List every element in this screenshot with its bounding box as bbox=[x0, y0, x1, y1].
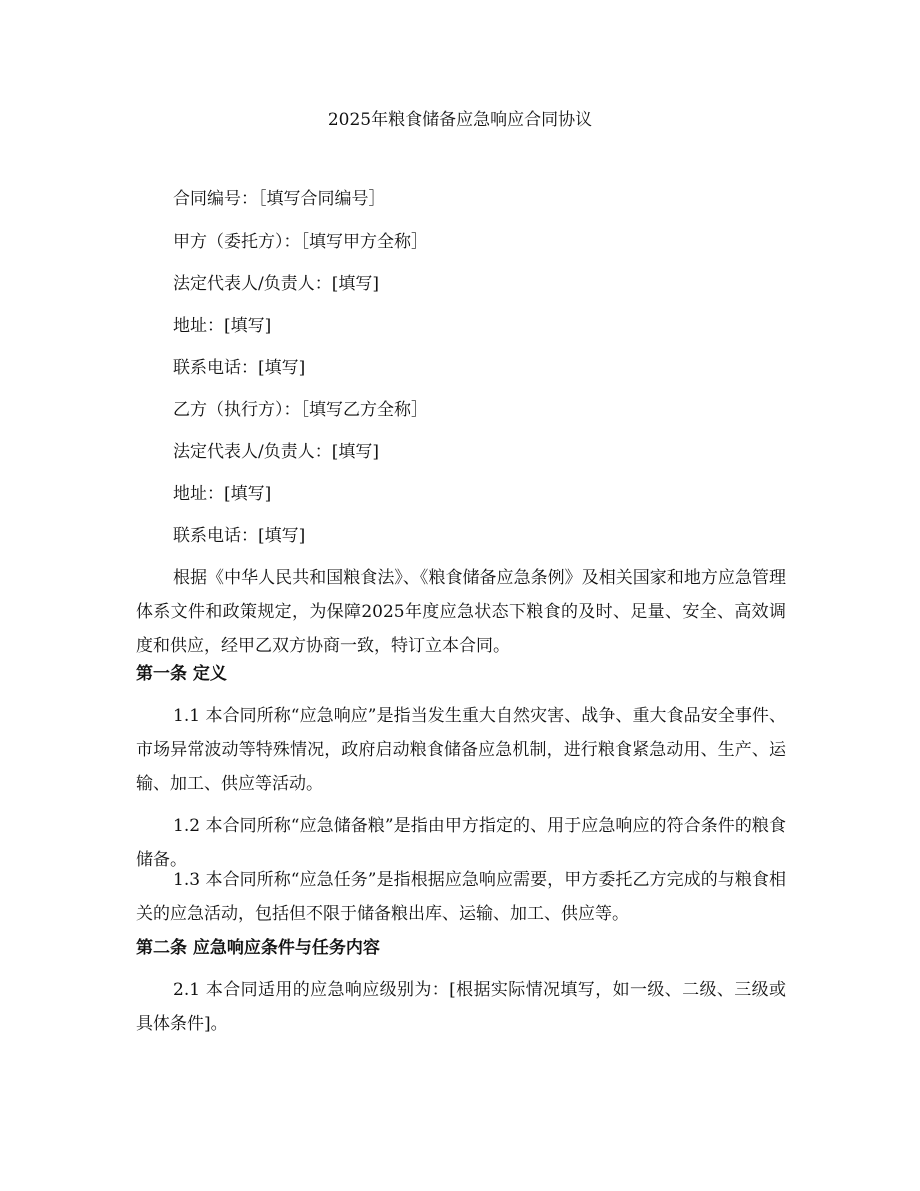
contract-number-field: 合同编号：［填写合同编号］ bbox=[173, 189, 386, 209]
party-a-address-field: 地址：[填写] bbox=[173, 316, 272, 336]
clause-1-3: 1.3 本合同所称“应急任务”是指根据应急响应需要，甲方委托乙方完成的与粮食相关的应急活动，包括但不限于储备粮出库、运输、加工、供应等。 bbox=[136, 870, 786, 924]
party-a-name-field: 甲方（委托方）：［填写甲方全称］ bbox=[173, 232, 428, 252]
party-b-name-field: 乙方（执行方）：［填写乙方全称］ bbox=[173, 400, 428, 420]
clause-2-1: 2.1 本合同适用的应急响应级别为：[根据实际情况填写，如一级、二级、三级或具体条件]。 bbox=[136, 980, 786, 1034]
party-a-representative-field: 法定代表人/负责人：[填写] bbox=[173, 274, 379, 294]
party-a-phone-field: 联系电话：[填写] bbox=[173, 358, 306, 378]
article-1-heading: 第一条 定义 bbox=[136, 664, 227, 684]
document-title: 2025年粮食储备应急响应合同协议 bbox=[327, 110, 593, 130]
clause-1-1: 1.1 本合同所称“应急响应”是指当发生重大自然灾害、战争、重大食品安全事件、市场异常波动等特殊情况，政府启动粮食储备应急机制，进行粮食紧急动用、生产、运输、加工、供应等活动。 bbox=[136, 706, 786, 794]
party-b-address-field: 地址：[填写] bbox=[173, 484, 272, 504]
party-b-representative-field: 法定代表人/负责人：[填写] bbox=[173, 442, 379, 462]
preamble-paragraph: 根据《中华人民共和国粮食法》、《粮食储备应急条例》及相关国家和地方应急管理体系文件和政策规定，为保障2025年度应急状态下粮食的及时、足量、安全、高效调度和供应，经甲乙双方协商一致，特订立本合同。 bbox=[136, 568, 786, 656]
clause-1-2: 1.2 本合同所称“应急储备粮”是指由甲方指定的、用于应急响应的符合条件的粮食储备。 bbox=[136, 816, 786, 870]
party-b-phone-field: 联系电话：[填写] bbox=[173, 526, 306, 546]
article-2-heading: 第二条 应急响应条件与任务内容 bbox=[136, 938, 380, 958]
